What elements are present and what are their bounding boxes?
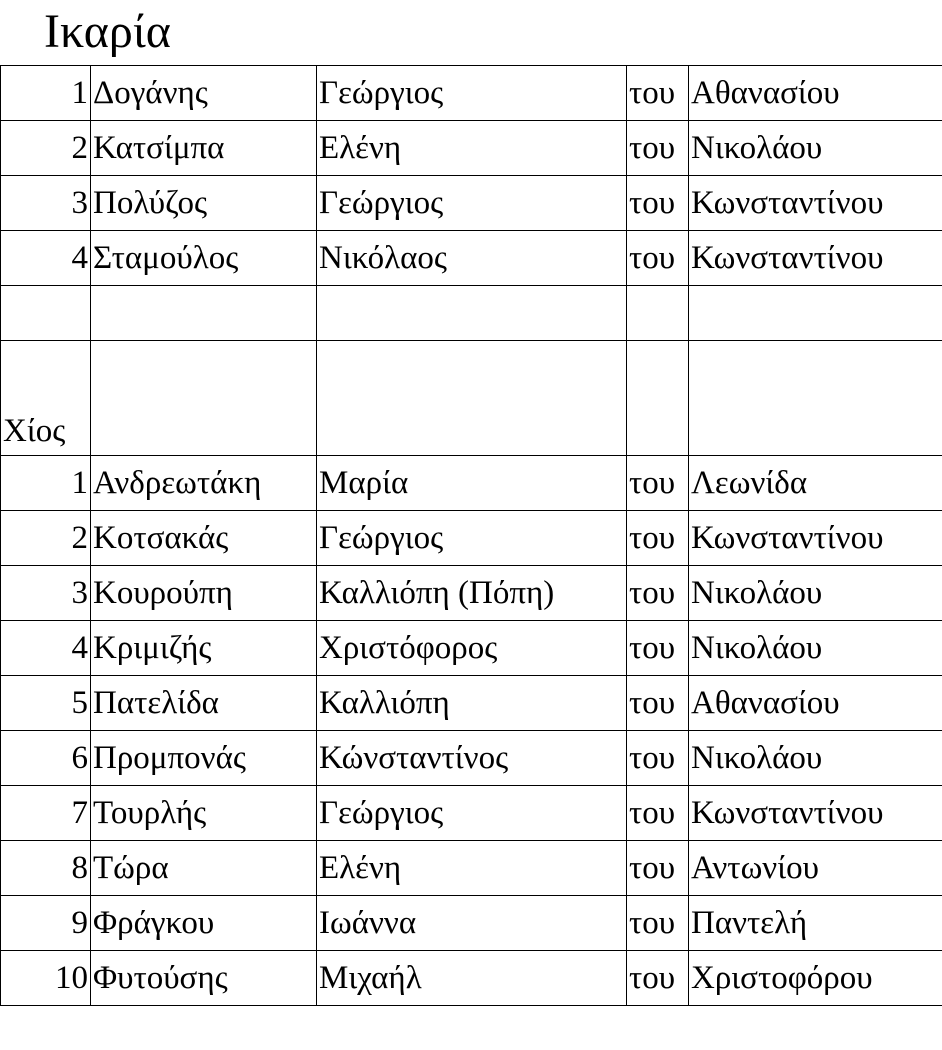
- first-name-cell[interactable]: Ιωάννα: [317, 896, 627, 951]
- surname-cell[interactable]: Φράγκου: [91, 896, 317, 951]
- first-name-cell[interactable]: Γεώργιος: [317, 786, 627, 841]
- row-number[interactable]: 6: [1, 731, 91, 786]
- father-name-cell[interactable]: Κωνσταντίνου: [689, 511, 942, 566]
- row-number[interactable]: 3: [1, 566, 91, 621]
- table-row: [1, 456, 942, 511]
- table-row: [1, 731, 942, 786]
- particle-cell[interactable]: του: [627, 731, 689, 786]
- particle-cell[interactable]: του: [627, 456, 689, 511]
- particle-cell[interactable]: του: [627, 566, 689, 621]
- father-name-cell[interactable]: Κωνσταντίνου: [689, 786, 942, 841]
- surname-cell[interactable]: Φυτούσης: [91, 951, 317, 1006]
- particle-cell[interactable]: του: [627, 676, 689, 731]
- father-name-cell[interactable]: Νικολάου: [689, 731, 942, 786]
- table-row: [1, 676, 942, 731]
- first-name-cell[interactable]: Νικόλαος: [317, 231, 627, 286]
- empty-cell[interactable]: [91, 341, 317, 456]
- row-number[interactable]: 2: [1, 511, 91, 566]
- row-number[interactable]: 8: [1, 841, 91, 896]
- first-name-cell[interactable]: Γεώργιος: [317, 66, 627, 121]
- empty-cell[interactable]: [627, 286, 689, 341]
- father-name-cell[interactable]: Νικολάου: [689, 621, 942, 676]
- table-row: [1, 786, 942, 841]
- row-number[interactable]: 4: [1, 621, 91, 676]
- page-title: Ικαρία: [44, 5, 171, 58]
- empty-cell[interactable]: [689, 286, 942, 341]
- surname-cell[interactable]: Ανδρεωτάκη: [91, 456, 317, 511]
- father-name-cell[interactable]: Κωνσταντίνου: [689, 231, 942, 286]
- father-name-cell[interactable]: Κωνσταντίνου: [689, 176, 942, 231]
- empty-cell[interactable]: [627, 341, 689, 456]
- first-name-cell[interactable]: Χριστόφορος: [317, 621, 627, 676]
- section-heading[interactable]: Χίος: [1, 341, 91, 456]
- row-number[interactable]: 3: [1, 176, 91, 231]
- section-heading-row: [1, 341, 942, 456]
- surname-cell[interactable]: Πατελίδα: [91, 676, 317, 731]
- surname-cell[interactable]: Σταμούλος: [91, 231, 317, 286]
- first-name-cell[interactable]: Ελένη: [317, 121, 627, 176]
- first-name-cell[interactable]: Καλλιόπη: [317, 676, 627, 731]
- table-row: [1, 66, 942, 121]
- first-name-cell[interactable]: Μαρία: [317, 456, 627, 511]
- father-name-cell[interactable]: Νικολάου: [689, 121, 942, 176]
- table-row: [1, 176, 942, 231]
- surname-cell[interactable]: Κοτσακάς: [91, 511, 317, 566]
- father-name-cell[interactable]: Λεωνίδα: [689, 456, 942, 511]
- table-row: [1, 566, 942, 621]
- father-name-cell[interactable]: Αθανασίου: [689, 66, 942, 121]
- table-row: [1, 511, 942, 566]
- row-number[interactable]: 7: [1, 786, 91, 841]
- surname-cell[interactable]: Προμπονάς: [91, 731, 317, 786]
- first-name-cell[interactable]: Γεώργιος: [317, 176, 627, 231]
- empty-cell[interactable]: [1, 286, 91, 341]
- particle-cell[interactable]: του: [627, 621, 689, 676]
- first-name-cell[interactable]: Κώνσταντίνος: [317, 731, 627, 786]
- father-name-cell[interactable]: Αθανασίου: [689, 676, 942, 731]
- particle-cell[interactable]: του: [627, 841, 689, 896]
- row-number[interactable]: 9: [1, 896, 91, 951]
- empty-cell[interactable]: [91, 286, 317, 341]
- row-number[interactable]: 5: [1, 676, 91, 731]
- particle-cell[interactable]: του: [627, 511, 689, 566]
- row-number[interactable]: 1: [1, 66, 91, 121]
- empty-row: [1, 286, 942, 341]
- particle-cell[interactable]: του: [627, 951, 689, 1006]
- particle-cell[interactable]: του: [627, 896, 689, 951]
- father-name-cell[interactable]: Νικολάου: [689, 566, 942, 621]
- particle-cell[interactable]: του: [627, 121, 689, 176]
- first-name-cell[interactable]: Ελένη: [317, 841, 627, 896]
- surname-cell[interactable]: Τώρα: [91, 841, 317, 896]
- first-name-cell[interactable]: Γεώργιος: [317, 511, 627, 566]
- names-table: [0, 65, 942, 1006]
- table-row: [1, 896, 942, 951]
- surname-cell[interactable]: Πολύζος: [91, 176, 317, 231]
- particle-cell[interactable]: του: [627, 66, 689, 121]
- first-name-cell[interactable]: Καλλιόπη (Πόπη): [317, 566, 627, 621]
- first-name-cell[interactable]: Μιχαήλ: [317, 951, 627, 1006]
- row-number[interactable]: 10: [1, 951, 91, 1006]
- table-row: [1, 951, 942, 1006]
- surname-cell[interactable]: Τουρλής: [91, 786, 317, 841]
- surname-cell[interactable]: Κουρούπη: [91, 566, 317, 621]
- surname-cell[interactable]: Κατσίμπα: [91, 121, 317, 176]
- row-number[interactable]: 2: [1, 121, 91, 176]
- empty-cell[interactable]: [317, 286, 627, 341]
- surname-cell[interactable]: Κριμιζής: [91, 621, 317, 676]
- row-number[interactable]: 1: [1, 456, 91, 511]
- father-name-cell[interactable]: Παντελή: [689, 896, 942, 951]
- surname-cell[interactable]: Δογάνης: [91, 66, 317, 121]
- table-row: [1, 841, 942, 896]
- father-name-cell[interactable]: Αντωνίου: [689, 841, 942, 896]
- empty-cell[interactable]: [317, 341, 627, 456]
- table-row: [1, 121, 942, 176]
- empty-cell[interactable]: [689, 341, 942, 456]
- table-row: [1, 621, 942, 676]
- table-row: [1, 231, 942, 286]
- particle-cell[interactable]: του: [627, 176, 689, 231]
- father-name-cell[interactable]: Χριστοφόρου: [689, 951, 942, 1006]
- row-number[interactable]: 4: [1, 231, 91, 286]
- particle-cell[interactable]: του: [627, 231, 689, 286]
- particle-cell[interactable]: του: [627, 786, 689, 841]
